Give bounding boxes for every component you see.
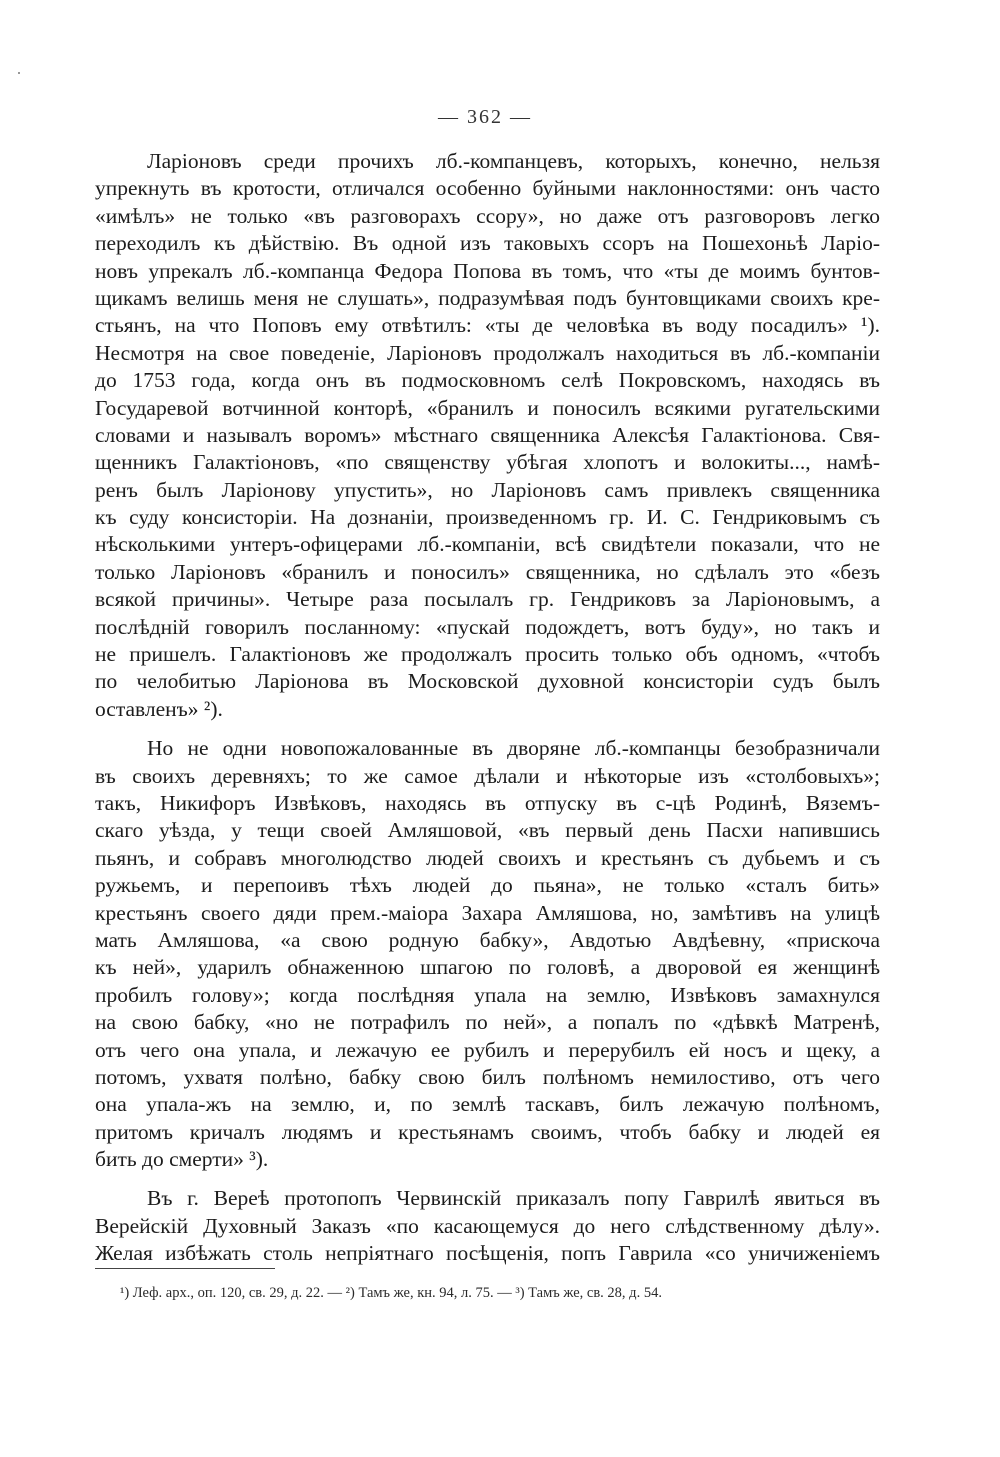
- text-line: ренъ былъ Ларіонову упустить», но Ларіоновъ самъ привлекъ священника: [95, 477, 880, 502]
- text-line: не пришелъ. Галактіоновъ же продолжалъ просить только объ одномъ, «чтобъ: [95, 642, 880, 667]
- text-line: послѣдній говорилъ посланному: «пускай подождетъ, вотъ буду», но такъ и: [95, 614, 880, 639]
- text-line: Въ г. Вереѣ протопопъ Червинскій приказалъ попу Гаврилѣ явиться въ: [147, 1186, 880, 1211]
- text-line: мать Амляшова, «а свою родную бабку», Авдотью Авдѣевну, «прискоча: [95, 927, 880, 952]
- paragraph: [95, 148, 880, 723]
- text-line: потомъ, ухватя полѣно, бабку свою билъ полѣномъ немилостиво, отъ чего: [95, 1064, 880, 1089]
- text-line: стьянъ, на что Поповъ ему отвѣтилъ: «ты де человѣка въ воду посадилъ» ¹).: [95, 313, 880, 338]
- text-line: по челобитью Ларіонова въ Московской духовной консисторіи судъ былъ: [95, 669, 880, 694]
- text-line: нѣсколькими унтеръ-офицерами лб.-компаніи, всѣ свидѣтели показали, что не: [95, 532, 880, 557]
- text-line: крестьянъ своего дяди прем.-маіора Захара Амляшова, но, замѣтивъ на улицѣ: [95, 900, 880, 925]
- text-line: на свою бабку, «но не потрафилъ по ней», а попалъ по «дѣвкѣ Матренѣ,: [95, 1010, 880, 1035]
- body-text: [95, 148, 880, 1268]
- paragraph-gap: [95, 723, 880, 735]
- text-line: ружьемъ, и перепоивъ тѣхъ людей до пьяна», не только «сталъ бить»: [95, 873, 880, 898]
- text-line: къ суду консисторіи. На дознаніи, произведенномъ гр. И. С. Гендриковымъ съ: [95, 505, 880, 530]
- text-line: переходилъ къ дѣйствію. Въ одной изъ таковыхъ ссоръ на Пошехоньѣ Ларіо-: [95, 231, 880, 256]
- text-line: Ларіоновъ среди прочихъ лб.-компанцевъ, которыхъ, конечно, нельзя: [147, 149, 880, 173]
- paragraph: [95, 735, 880, 1173]
- page-speck: [18, 72, 20, 74]
- text-line: пробилъ голову»; когда послѣдняя упала на землю, Извѣковъ замахнулся: [95, 982, 880, 1007]
- text-line: отъ чего она упала, и лежачую ее рубилъ и перерубилъ ей носъ и щеку, а: [95, 1037, 880, 1062]
- text-line: Желая избѣжать столь непріятнаго посѣщенія, попъ Гаврила «со уничиженіемъ: [95, 1241, 880, 1266]
- text-line: къ ней», ударилъ обнаженною шпагою по головѣ, а дворовой ея женщинѣ: [95, 955, 880, 980]
- text-line: бить до смерти» ³).: [95, 1147, 269, 1172]
- text-line: щенникъ Галактіоновъ, «по священству убѣгая хлопотъ и волокиты..., намѣ-: [95, 450, 880, 475]
- text-line: скаго уѣзда, у тещи своей Амляшовой, «въ первый день Пасхи напившись: [95, 818, 880, 843]
- footnotes: ¹) Леф. арх., оп. 120, св. 29, д. 22. — ²) Тамъ же, кн. 94, л. 75. — ³) Тамъ же, св. 28, д. 54.: [120, 1285, 662, 1301]
- text-line: Государевой вотчинной конторѣ, «бранилъ и поносилъ всякими ругательскими: [95, 395, 880, 420]
- text-line: «имѣлъ» не только «въ разговорахъ ссору», но даже отъ разговоровъ легко: [95, 203, 880, 228]
- page-number: — 362 —: [438, 106, 532, 128]
- text-line: до 1753 года, когда онъ въ подмосковномъ селѣ Покровскомъ, находясь въ: [95, 368, 880, 393]
- footnote-divider: [95, 1268, 275, 1269]
- text-line: пьянъ, и собравъ многолюдство людей своихъ и крестьянъ съ дубьемъ и съ: [95, 845, 880, 870]
- text-line: Несмотря на свое поведеніе, Ларіоновъ продолжалъ находиться въ лб.-компаніи: [95, 340, 880, 365]
- text-line: только Ларіоновъ «бранилъ и поносилъ» священника, но сдѣлалъ это «безъ: [95, 559, 880, 584]
- text-line: оставленъ» ²).: [95, 696, 223, 721]
- text-line: щикамъ велишь меня не слушать», подразумѣвая подъ бунтовщиками своихъ кре-: [95, 285, 880, 310]
- paragraph: [95, 1185, 880, 1267]
- text-line: Но не одни новопожалованные въ дворяне лб.-компанцы безобразничали: [147, 736, 880, 761]
- text-line: Верейскій Духовный Заказъ «по касающемуся до него слѣдственному дѣлу».: [95, 1213, 880, 1238]
- text-line: притомъ кричалъ людямъ и крестьянамъ своимъ, чтобъ бабку и людей ея: [95, 1119, 880, 1144]
- text-line: упрекнуть въ кротости, отличался особенно буйными наклонностями: онъ часто: [95, 176, 880, 201]
- text-line: она упала-жъ на землю, и, по землѣ таскавъ, билъ лежачую полѣномъ,: [95, 1092, 880, 1117]
- text-line: такъ, Никифоръ Извѣковъ, находясь въ отпуску въ с-цѣ Родинѣ, Вяземъ-: [95, 790, 880, 815]
- paragraph-gap: [95, 1173, 880, 1185]
- text-line: новъ упрекалъ лб.-компанца Федора Попова въ томъ, что «ты де моимъ бунтов-: [95, 258, 880, 283]
- text-line: словами и называлъ воромъ» мѣстнаго священника Алексѣя Галактіонова. Свя-: [95, 422, 880, 447]
- text-line: всякой причины». Четыре раза посылалъ гр. Гендриковъ за Ларіоновымъ, а: [95, 587, 880, 612]
- text-line: въ своихъ деревняхъ; то же самое дѣлали и нѣкоторые изъ «столбовыхъ»;: [95, 763, 880, 788]
